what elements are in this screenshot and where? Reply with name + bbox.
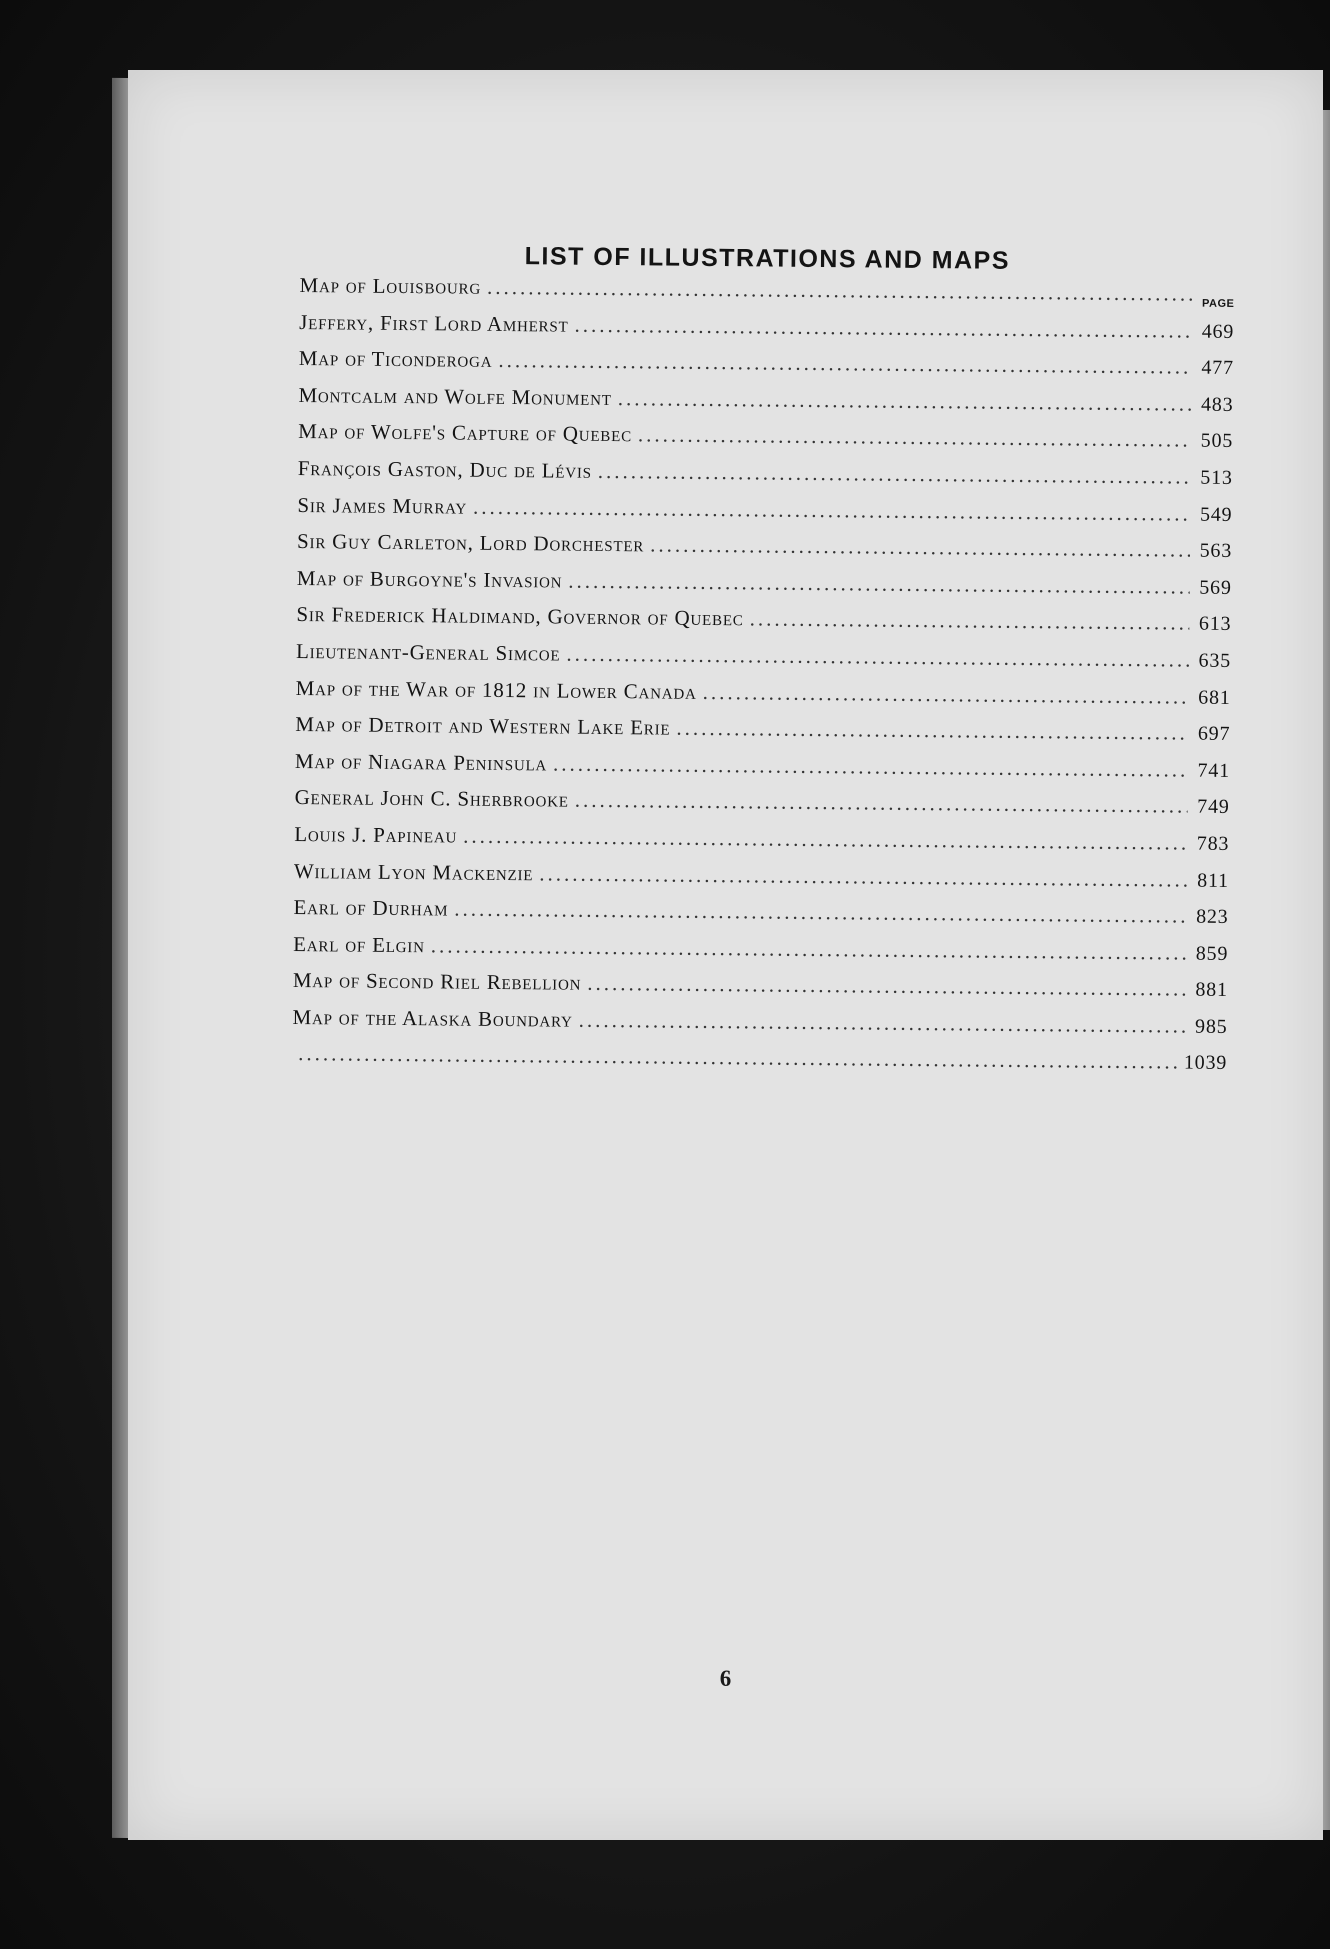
dot-leader	[568, 568, 1190, 599]
toc-entry-title: Sir Guy Carleton, Lord Dorchester	[296, 529, 645, 557]
toc-entry-title: Map of Ticonderoga	[298, 346, 493, 373]
toc-entry-page: 1039	[1183, 1051, 1228, 1075]
dot-leader	[566, 642, 1189, 673]
toc-entry-title: Map of Niagara Peninsula	[294, 748, 548, 776]
toc-entry-page: 783	[1196, 832, 1230, 855]
dot-leader	[650, 533, 1190, 563]
toc-entry-page: 469	[1201, 320, 1235, 343]
dot-leader	[553, 751, 1188, 782]
toc-entry-page: 881	[1195, 978, 1228, 1002]
dot-leader	[487, 275, 1193, 307]
toc-entry-page: 681	[1198, 686, 1231, 709]
illustrations-list	[292, 240, 1235, 1087]
toc-entry-page: 513	[1200, 466, 1233, 489]
toc-entry-title: Sir James Murray	[297, 492, 468, 519]
toc-entry-page: 697	[1197, 722, 1231, 746]
page-column-header: PAGE	[1202, 297, 1235, 310]
dot-leader	[618, 386, 1192, 417]
dot-leader	[587, 971, 1186, 1002]
dot-leader	[598, 459, 1191, 490]
toc-entry-title: Map of Louisbourg	[299, 272, 482, 299]
toc-entry-page: 749	[1197, 795, 1230, 819]
toc-entry-page: 985	[1194, 1015, 1228, 1038]
dot-leader	[703, 679, 1189, 709]
toc-entry-page: 811	[1197, 869, 1230, 892]
dot-leader	[498, 348, 1192, 380]
toc-entry-page: 549	[1199, 503, 1233, 526]
toc-entry-title: General John C. Sherbrooke	[294, 785, 569, 812]
toc-entry-title: Montcalm and Wolfe Monument	[298, 382, 612, 410]
dot-leader	[579, 1008, 1186, 1039]
toc-entry-title: Map of Burgoyne's Invasion	[296, 565, 563, 593]
dot-leader	[539, 861, 1187, 892]
toc-entry-title: Jeffery, First Lord Amherst	[299, 309, 569, 337]
toc-entry-page: 569	[1199, 576, 1232, 599]
toc-entry-title: Earl of Durham	[293, 895, 449, 921]
toc-entry-page: 859	[1195, 942, 1229, 965]
toc-entry-page: 613	[1198, 612, 1232, 636]
toc-entry-page: 505	[1200, 430, 1234, 453]
toc-entry-title: Louis J. Papineau	[294, 821, 458, 848]
toc-entry-page: 823	[1196, 905, 1229, 929]
dot-leader	[575, 788, 1188, 819]
toc-entry-title: François Gaston, Duc de Lévis	[297, 455, 592, 483]
page-title: LIST OF ILLUSTRATIONS AND MAPS	[524, 242, 1011, 275]
toc-entry-title: Map of the War of 1812 in Lower Canada	[295, 675, 697, 704]
dot-leader	[574, 312, 1192, 343]
toc-entry-title: Earl of Elgin	[293, 931, 425, 957]
toc-entry-page: 483	[1200, 393, 1234, 416]
toc-entry-title: Map of Wolfe's Capture of Quebec	[298, 419, 633, 447]
dot-leader	[676, 716, 1188, 746]
page-number: 6	[719, 1666, 732, 1691]
toc-entry-title: William Lyon Mackenzie	[293, 858, 534, 885]
toc-entry-page: 563	[1199, 539, 1233, 563]
dot-leader	[750, 607, 1190, 636]
toc-entry-page: 741	[1197, 759, 1231, 782]
dot-leader	[638, 423, 1191, 453]
toc-entry-title: Lieutenant-General Simcoe	[295, 638, 561, 666]
toc-entry-page: 635	[1198, 649, 1232, 672]
toc-entry-title: Map of the Alaska Boundary	[292, 1004, 573, 1032]
toc-entry-title: Map of Detroit and Western Lake Erie	[295, 712, 671, 740]
toc-entry-page: 477	[1201, 356, 1234, 380]
toc-list	[292, 273, 1235, 1087]
toc-entry-title: Sir Frederick Haldimand, Governor of Quebec	[296, 602, 744, 631]
toc-entry-title: Map of Second Riel Rebellion	[292, 968, 582, 996]
